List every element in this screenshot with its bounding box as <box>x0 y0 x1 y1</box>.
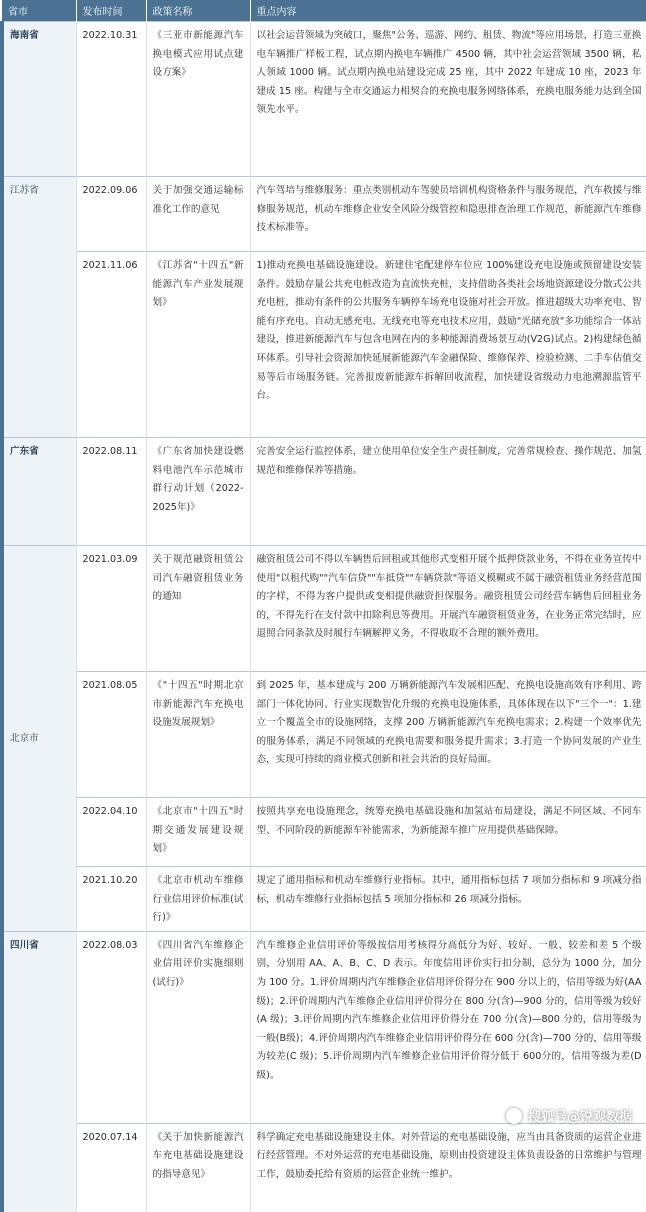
policy-name-cell: 《关于加快新能源汽车充电基础设施建设的指导意见》 <box>146 1123 250 1212</box>
watermark <box>506 1106 632 1125</box>
table-row <box>2 438 646 546</box>
province-cell: 四川省 <box>2 931 76 1212</box>
sohu-logo-icon <box>506 1108 522 1124</box>
policy-name-cell: 《四川省汽车维修企业信用评价实施细则(试行)》 <box>146 931 250 1123</box>
policy-name-cell: 《江苏省"十四五"新能源汽车产业发展规划》 <box>146 252 250 438</box>
content-cell: 规定了通用指标和机动车维修行业指标。其中，通用指标包括 7 项加分指标和 9 项减分指标，机动车维修行业指标包括 5 项加分指标和 26 项减分指标。 <box>250 867 646 932</box>
table-row <box>2 22 646 177</box>
content-cell: 1)推动充换电基础设施建设。新建住宅配建停车位应 100%建设充电设施或预留建设安装条件。鼓励存量公共充电桩改造为直流快充桩，支持借助各类社会场地资源建设分散式公共充电桩，推动有条件的公共服务车辆停车场充电设施对社会开放。推进超级大功率充电、智能有序充电、自动无感充电、无线充电等充电技术应用，鼓励"光储充放"多功能综合一体站建设，推进新能源汽车与包含电网在内的多种能源消费场景互动(V2G)试点。2)构建绿色循环体系。引导社会资源加快延展新能源汽车金融保险、维修保养、检验检测、二手车估值交易等后市场服务链。完善报废新能源车拆解回收流程，加快建设省级动力电池溯源监管平台。 <box>250 252 646 438</box>
policy-name-cell: 《北京市机动车维修行业信用评价标准(试行)》 <box>146 867 250 932</box>
table-header <box>2 0 646 22</box>
table-row <box>2 252 646 438</box>
policy-name-cell: 《北京市"十四五"时期交通发展建设规划》 <box>146 798 250 867</box>
content-cell: 以社会运营领域为突破口，聚焦"公务、巡游、网约、租赁、物流"等应用场景，打造三亚换电车辆推广样板工程，试点期内换电车辆推广 4500 辆，其中社会运营领域 3500 辆，私人领域 1000 辆。试点期内换电站建设完成 25 座，其中 2022 年建成 10 座，2023 年建成 15 座。构建与全市交通运力相契合的充换电服务网络体系，充换电服务能力达到全国领先水平。 <box>250 22 646 177</box>
content-cell: 科学确定充电基础设施建设主体。对外营运的充电基础设施，应当由具备资质的运营企业进行经营管理。不对外运营的充电基础设施，原则由投资建设主体负责设备的日常维护与管理工作，鼓励委托给有资质的运营企业统一维护。 <box>250 1123 646 1212</box>
table-row <box>2 1123 646 1212</box>
province-cell: 海南省 <box>2 22 76 177</box>
date-cell: 2021.03.09 <box>76 546 146 672</box>
table-row <box>2 546 646 672</box>
table-row <box>2 672 646 798</box>
date-cell: 2022.08.03 <box>76 931 146 1123</box>
date-cell: 2021.11.06 <box>76 252 146 438</box>
header-date: 发布时间 <box>76 0 146 22</box>
header-province: 省市 <box>2 0 76 22</box>
province-cell: 北京市 <box>2 546 76 932</box>
content-cell: 完善安全运行监控体系，建立使用单位安全生产责任制度，完善常规检查、操作规范、加氢规范和维修保养等措施。 <box>250 438 646 546</box>
policy-name-cell: 《三亚市新能源汽车换电模式应用试点建设方案》 <box>146 22 250 177</box>
date-cell: 2022.08.11 <box>76 438 146 546</box>
date-cell: 2021.08.05 <box>76 672 146 798</box>
date-cell: 2021.10.20 <box>76 867 146 932</box>
date-cell: 2022.04.10 <box>76 798 146 867</box>
table-row <box>2 867 646 932</box>
table-row <box>2 177 646 252</box>
date-cell: 2022.10.31 <box>76 22 146 177</box>
province-cell: 江苏省 <box>2 177 76 438</box>
header-content: 重点内容 <box>250 0 646 22</box>
policy-name-cell: 《广东省加快建设燃料电池汽车示范城市群行动计划（2022-2025年)》 <box>146 438 250 546</box>
date-cell: 2022.09.06 <box>76 177 146 252</box>
date-cell: 2020.07.14 <box>76 1123 146 1212</box>
watermark-text: 搜狐号@锐观数据 <box>527 1110 632 1125</box>
content-cell: 汽车驾培与维修服务：重点类别机动车驾驶员培训机构资格条件与服务规范，汽车救援与维修服务规范，机动车维修企业安全风险分级管控和隐患排查治理工作规范，新能源汽车维修技术标准等。 <box>250 177 646 252</box>
table-row <box>2 931 646 1123</box>
header-policy: 政策名称 <box>146 0 250 22</box>
content-cell: 按照共享充电设施理念，统筹充换电基础设施和加氢站布局建设，满足不同区域、不同车型、不同阶段的新能源车补能需求，为新能源车推广应用提供基础保障。 <box>250 798 646 867</box>
content-cell: 汽车维修企业信用评价等级按信用考核得分高低分为好、较好、一般、较差和差 5 个级别，分别用 AA、A、B、C、D 表示。年度信用评价实行扣分制，总分为 1000 分，加分为 100 分。1.评价周期内汽车维修企业信用评价得分在 900 分以上的，信用等级为好(AA 级)；2.评价周期内汽车维修企业信用评价得分在 800 分(含)—900 分的，信用等级为较好(A 级)；3.评价周期内汽车维修企业信用评价得分在 700 分(含)—800 分的，信用等级为一般(B级)；4.评价周期内汽车维修企业信用评价得分在 600 分(含)—700 分的，信用等级为较差(C 级)；5.评价周期内汽车维修企业信用评价得分低于 600分的，信用等级为差(D 级)。 <box>250 931 646 1123</box>
province-cell: 广东省 <box>2 438 76 546</box>
policy-name-cell: 《"十四五"时期北京市新能源汽车充换电设施发展规划》 <box>146 672 250 798</box>
policy-name-cell: 关于规范融资租赁公司汽车融资租赁业务的通知 <box>146 546 250 672</box>
policy-name-cell: 关于加强交通运输标准化工作的意见 <box>146 177 250 252</box>
table-row <box>2 798 646 867</box>
content-cell: 融资租赁公司不得以车辆售后回租或其他形式变相开展个抵押贷款业务，不得在业务宣传中使用"以租代购""汽车信贷""车抵贷""车辆贷款"等语义模糊或不属于融资租赁业务经营范围的字样，不得为客户提供或变相提供融资担保服务。融资租赁公司经营车辆售后回租业务的，不得先行在支付款中扣除利息等费用。开展汽车融资租赁业务，在业务正常完结时，应退照合同条款及时履行车辆解押义务，不得收取不合理的额外费用。 <box>250 546 646 672</box>
content-cell: 到 2025 年，基本建成与 200 万辆新能源汽车发展相匹配、充换电设施高效有序利用、跨部门一体化协同、行业实现数智化升级的充换电设施体系，具体体现在以下"三个一"：1.建立一个覆盖全市的设施网络，支撑 200 万辆新能源汽车充换电需求；2.构建一个效率优先的服务体系，满足不同领域的充换电需要和服务提升需求；3.打造一个协同发展的产业生态，实现可持续的商业模式创新和社会共治的良好局面。 <box>250 672 646 798</box>
